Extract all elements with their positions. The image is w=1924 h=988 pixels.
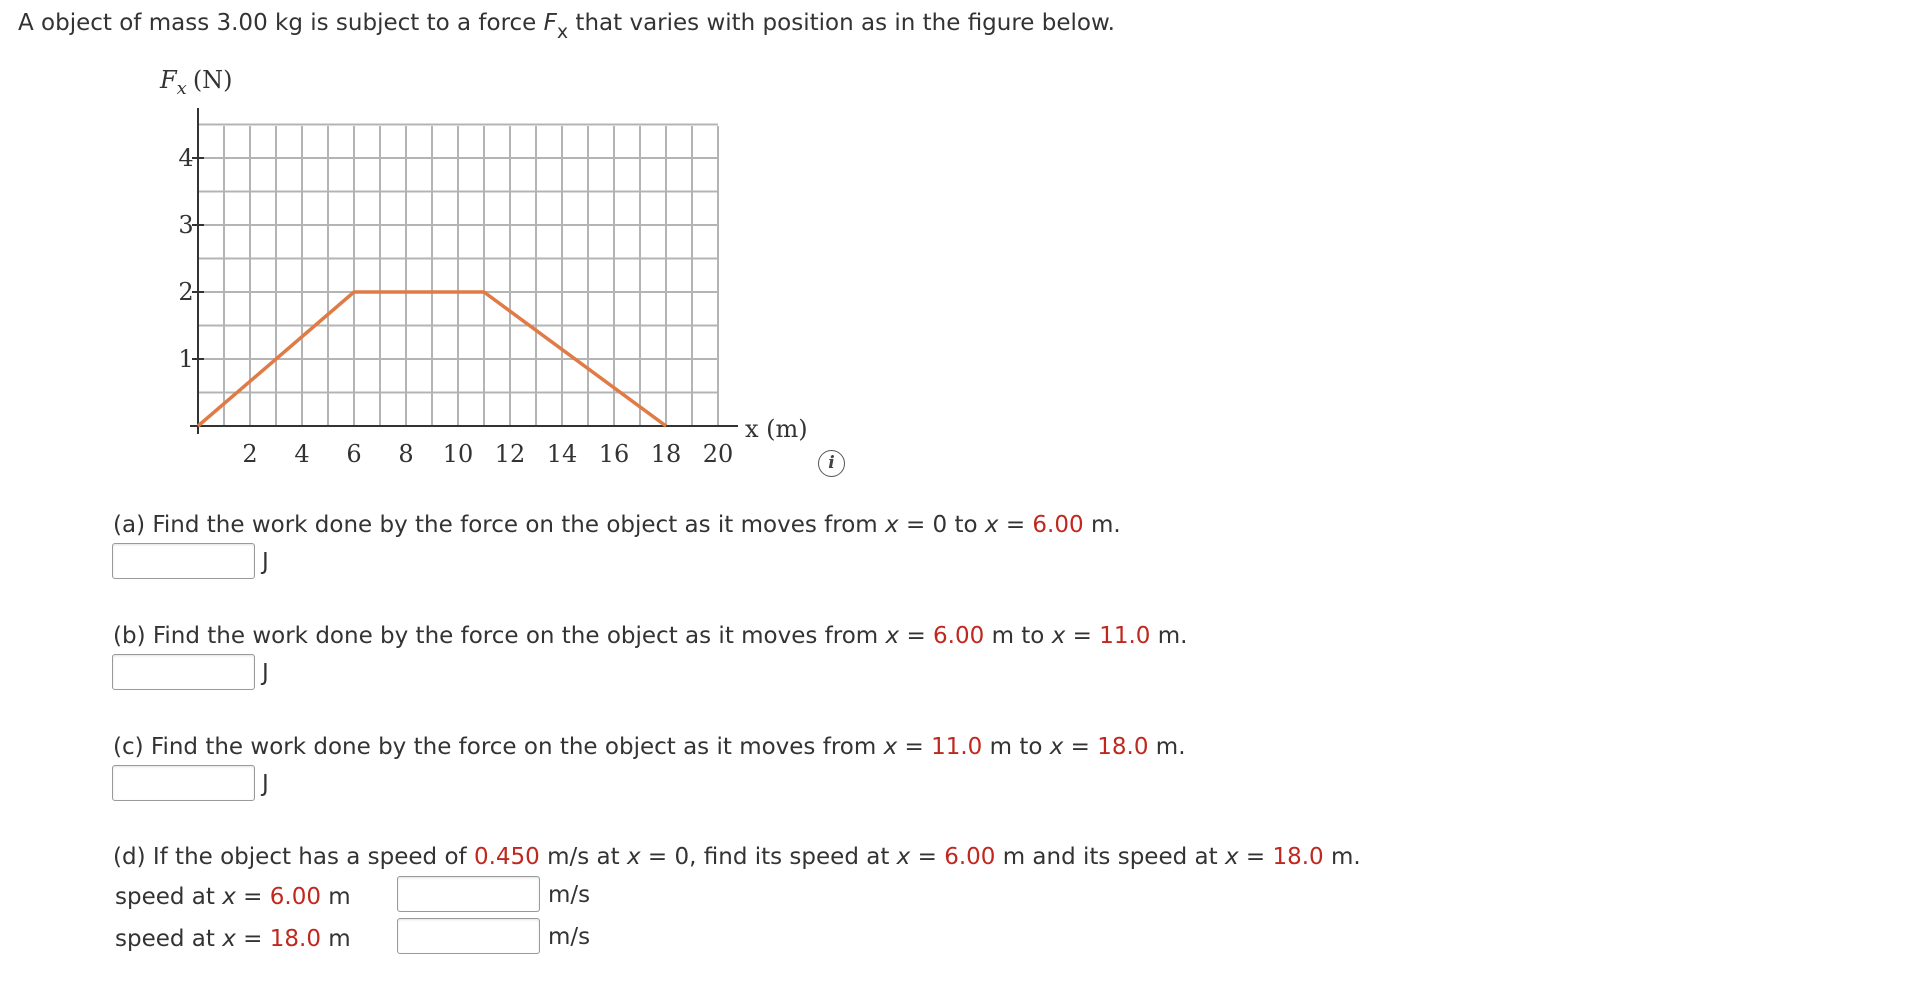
qb-text: (b) Find the work done by the force on the object as it moves from — [113, 623, 886, 649]
speed-at-18-input[interactable] — [397, 918, 540, 954]
qd-text: = — [1238, 844, 1273, 870]
answer-c-input[interactable] — [112, 765, 255, 801]
x-tick-label: 6 — [346, 440, 362, 468]
force-subscript: x — [556, 21, 569, 43]
y-tick-label: 1 — [178, 345, 194, 373]
qc-value: 11.0 — [931, 734, 983, 760]
qd-text: (d) If the object has a speed of — [113, 844, 474, 870]
y-tick-label: 4 — [178, 144, 194, 172]
question-a — [113, 514, 1121, 537]
qc-text: (c) Find the work done by the force on the object as it moves from — [113, 734, 884, 760]
qb-var: x — [885, 623, 900, 649]
x-tick-label: 2 — [242, 440, 258, 468]
speed-label-text: = — [235, 884, 270, 910]
qa-text: = — [998, 512, 1033, 538]
speed-label-var: x — [222, 926, 236, 952]
info-icon[interactable]: i — [818, 450, 845, 477]
qd-var: x — [1224, 844, 1239, 870]
qa-value: 6.00 — [1032, 512, 1084, 538]
qb-value: 6.00 — [933, 623, 985, 649]
x-tick-label: 14 — [546, 440, 578, 468]
chart-grid — [198, 125, 718, 427]
speed-label-text: speed at — [115, 884, 223, 910]
qc-var: x — [883, 734, 898, 760]
x-tick-label: 4 — [294, 440, 310, 468]
speed-label-text: m — [320, 926, 351, 952]
x-tick-label: 18 — [650, 440, 682, 468]
qa-text: = 0 to — [898, 512, 985, 538]
y-tick-label: 3 — [178, 211, 194, 239]
qd-text: = 0, find its speed at — [640, 844, 897, 870]
force-symbol: F — [543, 10, 557, 36]
question-d — [113, 846, 1361, 869]
answer-b-unit: J — [262, 660, 269, 686]
qd-var: x — [896, 844, 911, 870]
qb-text: m. — [1150, 623, 1188, 649]
x-tick-label: 10 — [442, 440, 474, 468]
chart-axes — [190, 108, 738, 434]
qc-text: m. — [1148, 734, 1186, 760]
speed-label-text: = — [235, 926, 270, 952]
x-tick-label: 16 — [598, 440, 630, 468]
qc-value: 18.0 — [1097, 734, 1149, 760]
qd-text: = — [910, 844, 945, 870]
speed-label-text: m — [320, 884, 351, 910]
speed-at-18-unit: m/s — [548, 924, 591, 950]
y-axis-label: $F_x$ (N) — [160, 66, 233, 99]
intro-suffix: that varies with position as in the figure below. — [568, 10, 1115, 36]
qa-text: (a) Find the work done by the force on the object as it moves from — [113, 512, 886, 538]
y-tick-label: 2 — [178, 278, 194, 306]
qd-value: 6.00 — [944, 844, 996, 870]
x-tick-label: 12 — [494, 440, 526, 468]
speed-label-value: 6.00 — [269, 884, 321, 910]
answer-a-unit: J — [262, 549, 269, 575]
qc-text: m to — [982, 734, 1050, 760]
chart-ticks — [178, 144, 733, 468]
qb-value: 11.0 — [1099, 623, 1151, 649]
question-b — [113, 625, 1187, 648]
speed-label-var: x — [222, 884, 236, 910]
qd-text: m/s at — [539, 844, 627, 870]
speed-label-text: speed at — [115, 926, 223, 952]
qb-text: = — [1065, 623, 1100, 649]
speed-label-value: 18.0 — [269, 926, 321, 952]
answer-a-input[interactable] — [112, 543, 255, 579]
x-tick-label: 20 — [702, 440, 734, 468]
force-position-chart — [0, 0, 1924, 480]
qc-text: = — [1063, 734, 1098, 760]
x-axis-label: x (m) — [745, 415, 808, 443]
answer-c-unit: J — [262, 771, 269, 797]
speed-row-2-label — [115, 928, 351, 951]
qd-value: 0.450 — [473, 844, 540, 870]
speed-at-6-unit: m/s — [548, 882, 591, 908]
speed-row-1-label — [115, 886, 351, 909]
qd-value: 18.0 — [1272, 844, 1324, 870]
qb-var: x — [1051, 623, 1066, 649]
qd-text: m. — [1323, 844, 1361, 870]
qd-text: m and its speed at — [995, 844, 1225, 870]
answer-b-input[interactable] — [112, 654, 255, 690]
qd-var: x — [626, 844, 641, 870]
qb-text: m to — [984, 623, 1052, 649]
qc-text: = — [897, 734, 932, 760]
qb-text: = — [899, 623, 934, 649]
qc-var: x — [1049, 734, 1064, 760]
qa-var: x — [984, 512, 999, 538]
intro-prefix: A object of mass 3.00 kg is subject to a force — [18, 10, 544, 36]
question-c — [113, 736, 1186, 759]
qa-text: m. — [1083, 512, 1121, 538]
qa-var: x — [885, 512, 899, 538]
speed-at-6-input[interactable] — [397, 876, 540, 912]
x-tick-label: 8 — [398, 440, 414, 468]
